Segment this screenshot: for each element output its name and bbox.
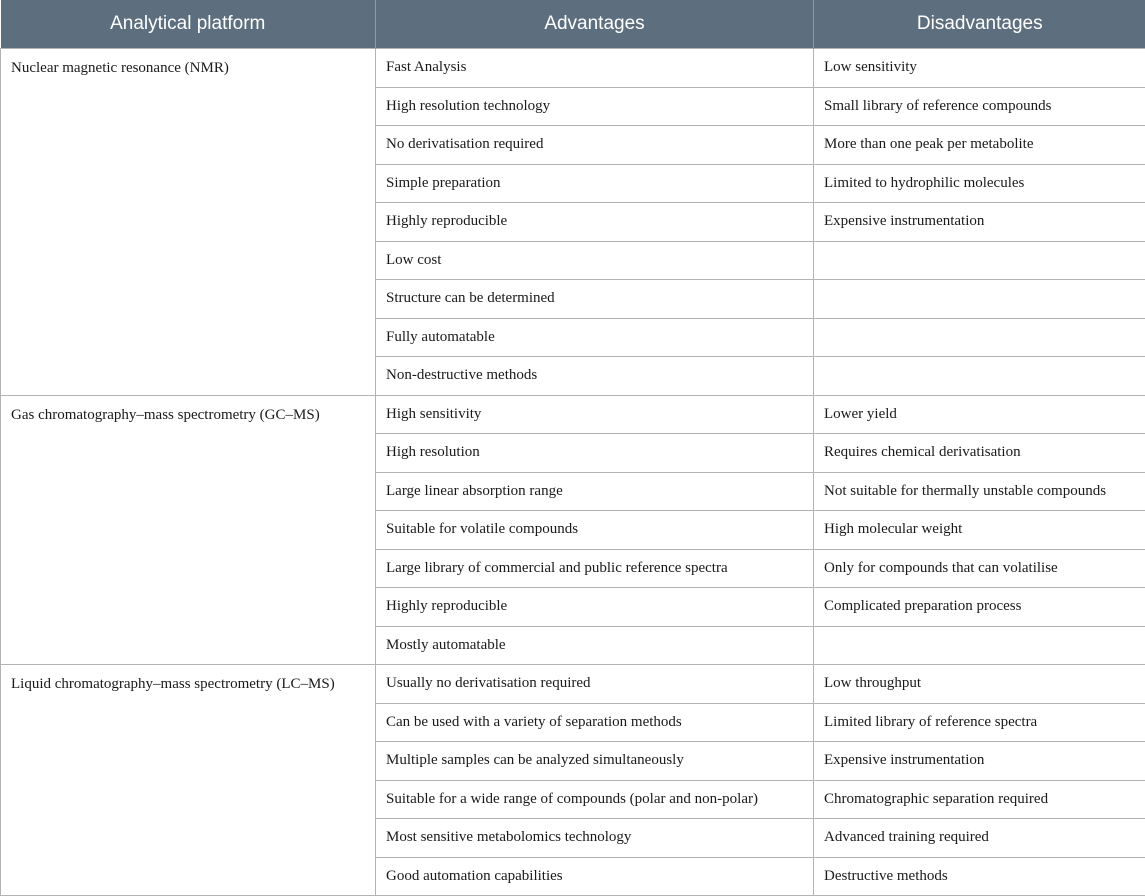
header-row [1,0,1145,49]
advantage-cell: Good automation capabilities [376,857,814,896]
advantage-cell: Most sensitive metabolomics technology [376,819,814,858]
table-body [1,49,1145,896]
advantage-cell: Suitable for a wide range of compounds (polar and non-polar) [376,780,814,819]
disadvantage-cell: Low sensitivity [814,49,1145,88]
advantage-cell: Highly reproducible [376,588,814,627]
advantage-cell: Structure can be determined [376,280,814,319]
table-row [1,665,1145,704]
advantage-cell: Multiple samples can be analyzed simultaneously [376,742,814,781]
disadvantage-cell: Requires chemical derivatisation [814,434,1145,473]
disadvantage-cell: Lower yield [814,395,1145,434]
disadvantage-cell: Small library of reference compounds [814,87,1145,126]
advantage-cell: High resolution technology [376,87,814,126]
header-analytical-platform: Analytical platform [1,0,376,49]
platform-cell: Gas chromatography–mass spectrometry (GC–MS) [1,395,376,665]
disadvantage-cell: Expensive instrumentation [814,203,1145,242]
disadvantage-cell: Chromatographic separation required [814,780,1145,819]
disadvantage-cell: Only for compounds that can volatilise [814,549,1145,588]
advantage-cell: No derivatisation required [376,126,814,165]
disadvantage-cell: Limited library of reference spectra [814,703,1145,742]
advantage-cell: Can be used with a variety of separation methods [376,703,814,742]
disadvantage-cell: Not suitable for thermally unstable compounds [814,472,1145,511]
advantage-cell: Large library of commercial and public reference spectra [376,549,814,588]
advantage-cell: Suitable for volatile compounds [376,511,814,550]
advantage-cell: Non-destructive methods [376,357,814,396]
advantage-cell: Large linear absorption range [376,472,814,511]
advantage-cell: High sensitivity [376,395,814,434]
disadvantage-cell [814,318,1145,357]
disadvantage-cell [814,626,1145,665]
disadvantage-cell: Destructive methods [814,857,1145,896]
disadvantage-cell [814,241,1145,280]
platform-cell: Liquid chromatography–mass spectrometry (LC–MS) [1,665,376,896]
disadvantage-cell: Advanced training required [814,819,1145,858]
advantage-cell: Fast Analysis [376,49,814,88]
disadvantage-cell: Low throughput [814,665,1145,704]
advantage-cell: Highly reproducible [376,203,814,242]
disadvantage-cell: Limited to hydrophilic molecules [814,164,1145,203]
table-header [1,0,1145,49]
header-advantages: Advantages [376,0,814,49]
advantage-cell: Usually no derivatisation required [376,665,814,704]
header-disadvantages: Disadvantages [814,0,1145,49]
disadvantage-cell: High molecular weight [814,511,1145,550]
table-row [1,395,1145,434]
advantage-cell: High resolution [376,434,814,473]
advantage-cell: Mostly automatable [376,626,814,665]
disadvantage-cell [814,357,1145,396]
platform-cell: Nuclear magnetic resonance (NMR) [1,49,376,396]
advantage-cell: Fully automatable [376,318,814,357]
disadvantage-cell: Expensive instrumentation [814,742,1145,781]
advantage-cell: Simple preparation [376,164,814,203]
disadvantage-cell: Complicated preparation process [814,588,1145,627]
disadvantage-cell: More than one peak per metabolite [814,126,1145,165]
disadvantage-cell [814,280,1145,319]
table-row [1,49,1145,88]
advantage-cell: Low cost [376,241,814,280]
